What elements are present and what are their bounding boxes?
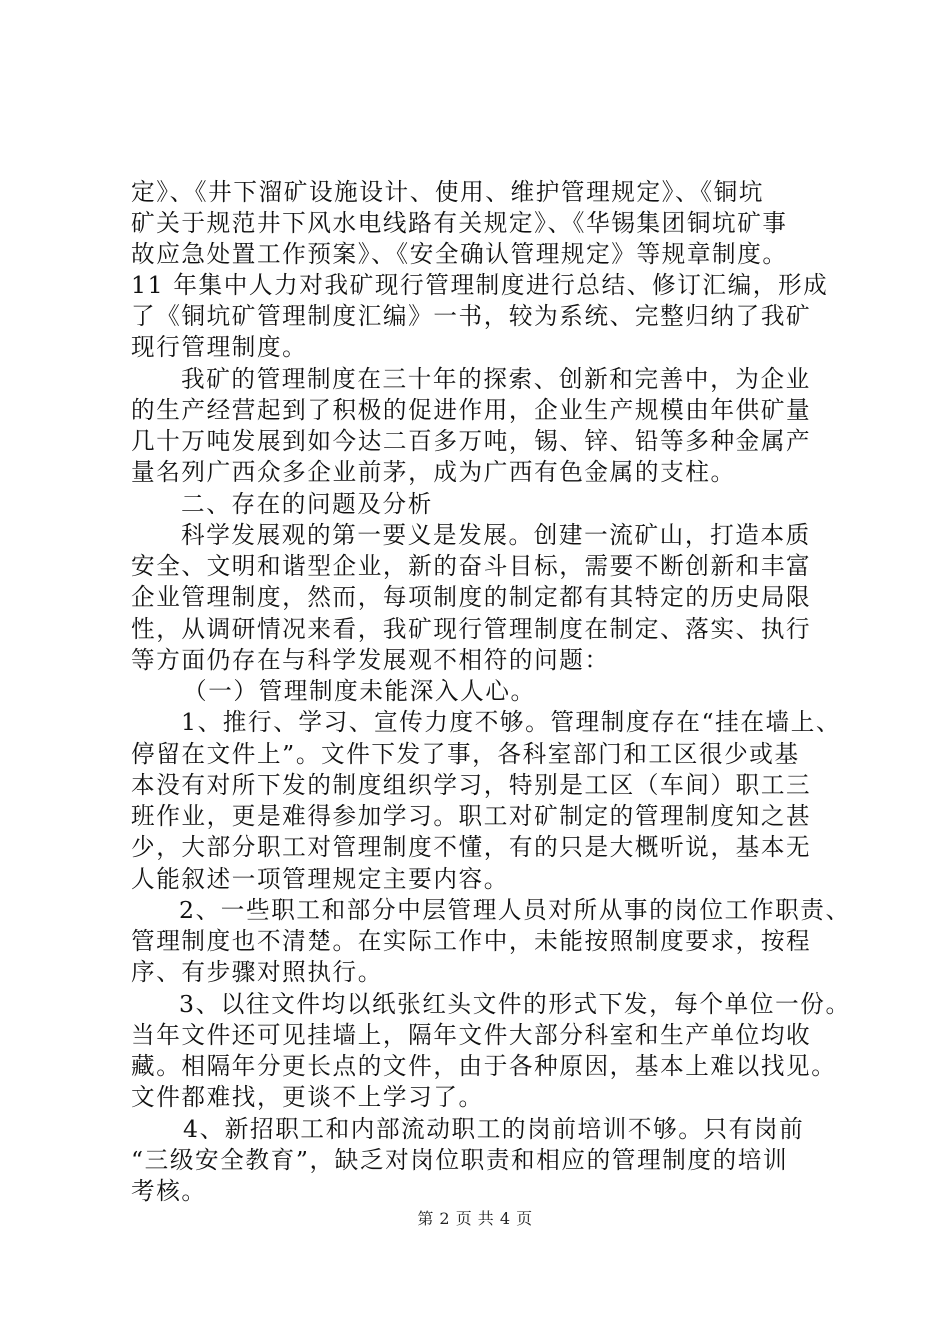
body-line: 现行管理制度。 xyxy=(131,333,308,361)
body-line: 序、有步骤对照执行。 xyxy=(131,958,383,986)
paragraph-first-line: 2、一些职工和部分中层管理人员对所从事的岗位工作职责、 xyxy=(179,896,851,924)
body-line: 管理制度也不清楚。在实际工作中，未能按照制度要求，按程 xyxy=(131,927,812,955)
paragraph-first-line: 3、以往文件均以纸张红头文件的形式下发，每个单位一份。 xyxy=(179,990,851,1018)
body-line: 性，从调研情况来看，我矿现行管理制度在制定、落实、执行 xyxy=(131,615,812,643)
body-line: 矿关于规范井下风水电线路有关规定》、《华锡集团铜坑矿事 xyxy=(131,209,788,237)
body-line: 班作业，更是难得参加学习。职工对矿制定的管理制度知之甚 xyxy=(131,802,812,830)
body-line: “三级安全教育”，缺乏对岗位职责和相应的管理制度的培训 xyxy=(131,1146,789,1174)
body-line: 企业管理制度，然而，每项制度的制定都有其特定的历史局限 xyxy=(131,583,812,611)
body-line: 等方面仍存在与科学发展观不相符的问题： xyxy=(131,646,610,674)
body-line: 人能叙述一项管理规定主要内容。 xyxy=(131,865,509,893)
paragraph-first-line: 我矿的管理制度在三十年的探索、创新和完善中，为企业 xyxy=(181,365,811,393)
paragraph-first-line: 4、新招职工和内部流动职工的岗前培训不够。只有岗前 xyxy=(183,1115,805,1143)
paragraph-first-line: 1、推行、学习、宣传力度不够。管理制度存在“挂在墙上、 xyxy=(181,708,842,736)
paragraph-first-line: 科学发展观的第一要义是发展。创建一流矿山，打造本质 xyxy=(181,521,811,549)
body-line: 定》、《井下溜矿设施设计、使用、维护管理规定》、《铜坑 xyxy=(131,178,765,206)
body-line: 少，大部分职工对管理制度不懂，有的只是大概听说，基本无 xyxy=(131,833,812,861)
body-line: 当年文件还可见挂墙上，隔年文件大部分科室和生产单位均收 xyxy=(131,1021,812,1049)
body-line: 文件都难找，更谈不上学习了。 xyxy=(131,1083,484,1111)
section-heading: 二、存在的问题及分析 xyxy=(181,490,433,518)
body-line: 了《铜坑矿管理制度汇编》一书，较为系统、完整归纳了我矿 xyxy=(131,302,812,330)
body-line: 故应急处置工作预案》、《安全确认管理规定》等规章制度。 xyxy=(131,240,788,268)
body-line: 量名列广西众多企业前茅，成为广西有色金属的支柱。 xyxy=(131,458,736,486)
body-line: 藏。相隔年分更长点的文件，由于各种原因，基本上难以找见。 xyxy=(131,1052,837,1080)
page-number-footer: 第 2 页 共 4 页 xyxy=(417,1209,533,1228)
subsection-heading: （一）管理制度未能深入人心。 xyxy=(183,677,536,705)
body-line: 安全、文明和谐型企业，新的奋斗目标，需要不断创新和丰富 xyxy=(131,552,812,580)
body-line: 11 年集中人力对我矿现行管理制度进行总结、修订汇编，形成 xyxy=(131,271,829,299)
body-line: 考核。 xyxy=(131,1177,207,1205)
body-line: 停留在文件上”。文件下发了事，各科室部门和工区很少或基 xyxy=(131,740,800,768)
body-line: 本没有对所下发的制度组织学习，特别是工区（车间）职工三 xyxy=(131,771,812,799)
body-line: 几十万吨发展到如今达二百多万吨，锡、锌、铅等多种金属产 xyxy=(131,427,812,455)
body-line: 的生产经营起到了积极的促进作用，企业生产规模由年供矿量 xyxy=(131,396,812,424)
